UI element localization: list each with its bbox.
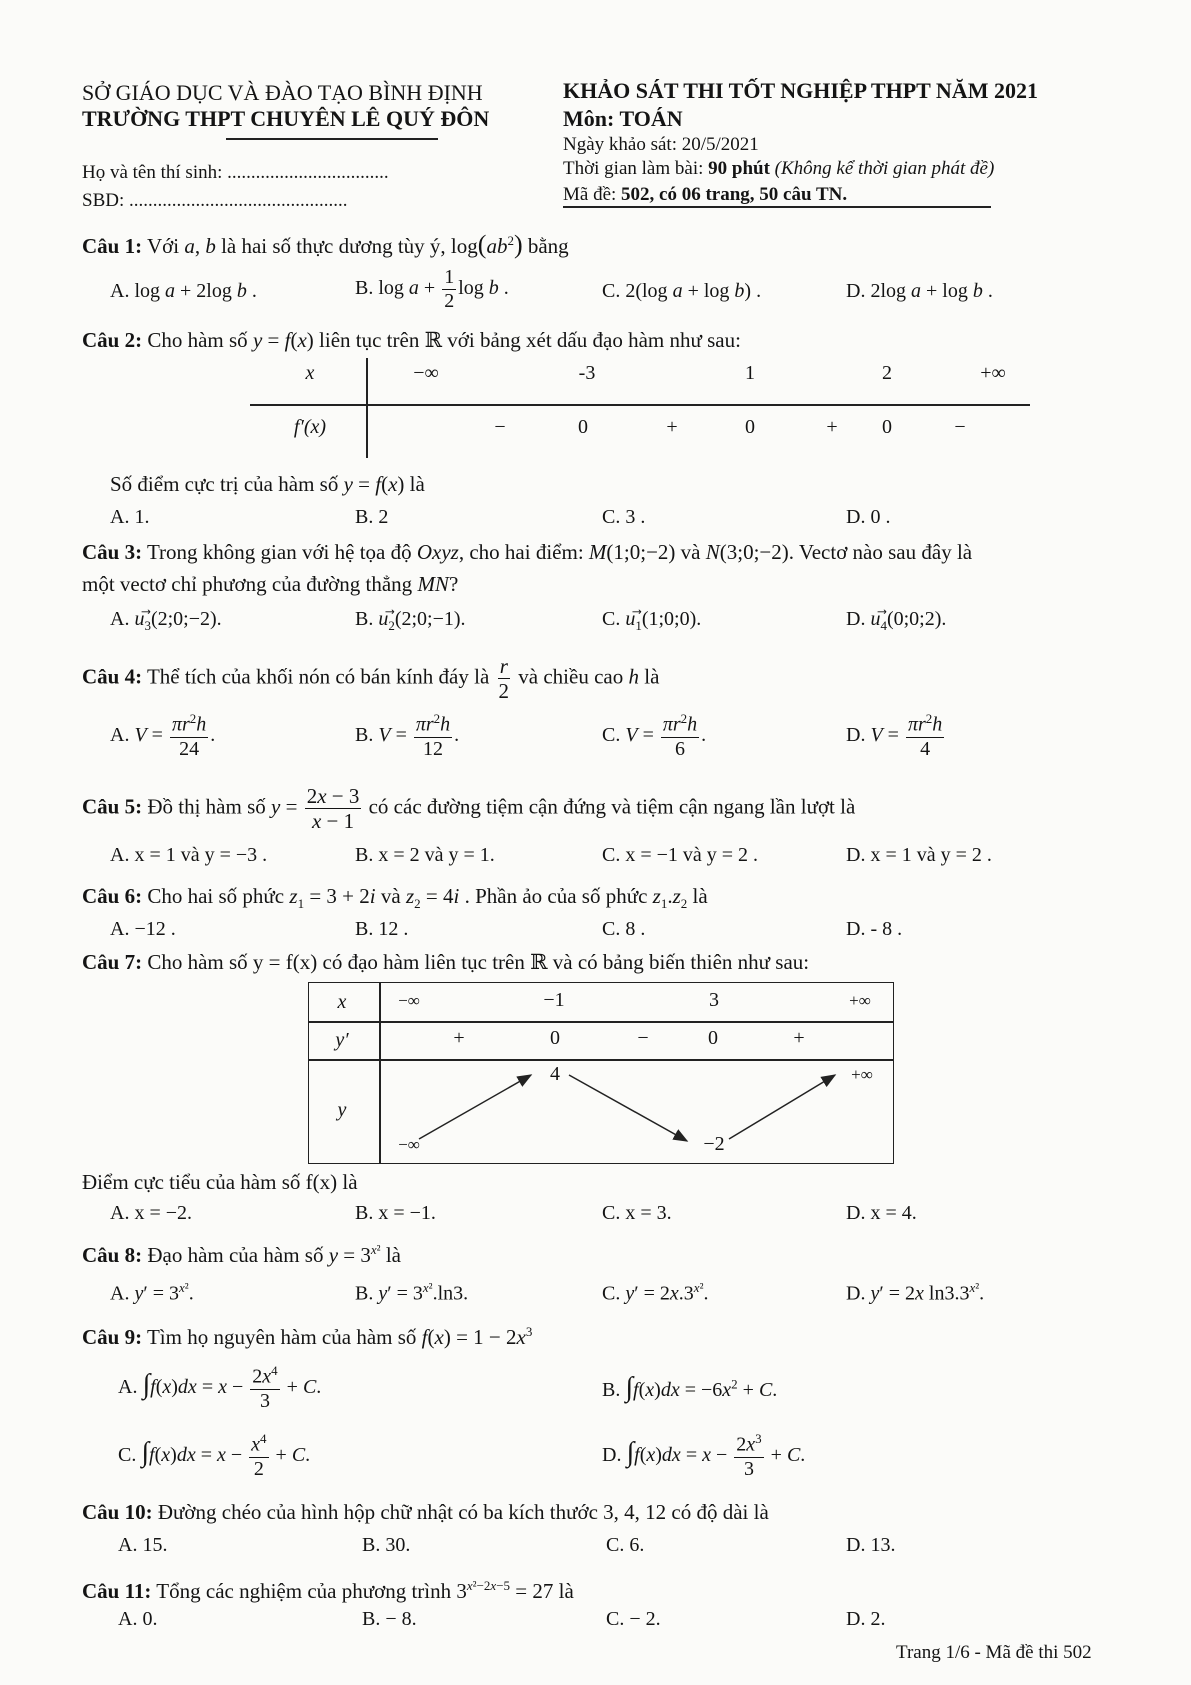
variation-arrows	[309, 983, 893, 1163]
vt-cell: 0	[708, 1027, 718, 1049]
vt-cell: y	[337, 1099, 347, 1121]
question-label: Câu 6:	[82, 884, 143, 908]
sbd-field: SBD: ..............................................	[82, 190, 348, 211]
question-label: Câu 9:	[82, 1325, 143, 1349]
question-7: Câu 7: Cho hàm số y = f(x) có đạo hàm liên tục trên ℝ và có bảng biến thiên như sau:	[82, 950, 810, 974]
question-6: Câu 6: Cho hai số phức $z_1 = 3 + 2i$ và $z_2 = 4i$ . Phần ảo của số phức $z_1.z_2$ là	[82, 884, 708, 912]
q3-option-d[interactable]: D. $u_4⃗(0;0;2)$.	[846, 608, 947, 633]
vt-cell: 4	[550, 1063, 560, 1085]
sign-cell: -3	[578, 362, 596, 384]
time-value: 90 phút	[708, 158, 770, 179]
q9-option-b[interactable]: B. $\int f(x)dx = -6x^2 + C$.	[602, 1372, 778, 1403]
question-9: Câu 9: Tìm họ nguyên hàm của hàm số $f(x) = 1 - 2x^3$	[82, 1324, 533, 1349]
sign-cell: −	[954, 416, 966, 438]
q10-option-c[interactable]: C. 6.	[606, 1534, 645, 1556]
question-label: Câu 11:	[82, 1579, 152, 1603]
subject-value: TOÁN	[619, 106, 683, 131]
q5-option-c[interactable]: C. x = −1 và y = 2 .	[602, 844, 759, 866]
time-line	[563, 158, 994, 180]
sign-cell: 1	[745, 362, 755, 384]
question-label: Câu 2:	[82, 328, 143, 352]
q8-option-c[interactable]: C. $y' = 2x.3^{x^2}$.	[602, 1280, 709, 1305]
q6-option-c[interactable]: C. 8 .	[602, 918, 646, 940]
sign-cell: 0	[578, 416, 588, 438]
question-5: Câu 5: Đồ thị hàm số y = $\frac{2x - 3}{x - 1}$ có các đường tiệm cận đứng và tiệm cận ngang lần lượt là	[82, 784, 856, 834]
page-footer: Trang 1/6 - Mã đề thi 502	[896, 1642, 1092, 1663]
code-underline	[563, 206, 991, 208]
q1-option-d[interactable]: D. 2log a + log b .	[846, 280, 993, 302]
question-label: Câu 8:	[82, 1243, 143, 1267]
code-line	[563, 184, 847, 206]
sign-cell: +	[666, 416, 678, 438]
code-value: 502, có 06 trang, 50 câu TN.	[621, 184, 848, 205]
q7-option-c[interactable]: C. x = 3.	[602, 1202, 672, 1224]
q7-option-b[interactable]: B. x = −1.	[355, 1202, 436, 1224]
vt-cell: +	[793, 1027, 805, 1049]
q8-option-a[interactable]: A. $y' = 3^{x^2}$.	[110, 1280, 194, 1305]
question-label: Câu 3:	[82, 540, 143, 564]
sign-cell: +	[826, 416, 838, 438]
variation-table	[308, 982, 894, 1164]
q4-option-d[interactable]: D. V = $\frac{\pi r^2h}{4}$	[846, 711, 943, 760]
q3-option-b[interactable]: B. $u_2⃗(2;0;-1)$.	[355, 608, 466, 633]
q10-option-b[interactable]: B. 30.	[362, 1534, 411, 1556]
q2-prompt: Số điểm cực trị của hàm số y = f(x) là	[110, 472, 425, 496]
vt-cell: +	[453, 1027, 465, 1049]
sign-cell: −	[494, 416, 506, 438]
q5-option-d[interactable]: D. x = 1 và y = 2 .	[846, 844, 992, 866]
q9-option-a[interactable]: A. ∫f(x)dx = x − $\frac{2x^4}{3}$ + C.	[118, 1363, 322, 1412]
vt-cell: +∞	[849, 991, 871, 1010]
school-underline	[226, 138, 438, 140]
sign-cell: 0	[745, 416, 755, 438]
school-name: TRƯỜNG THPT CHUYÊN LÊ QUÝ ĐÔN	[82, 106, 490, 131]
q7-option-a[interactable]: A. x = −2.	[110, 1202, 193, 1224]
q6-option-b[interactable]: B. 12 .	[355, 918, 409, 940]
vt-cell: −∞	[398, 991, 420, 1010]
sign-cell: f′(x)	[293, 416, 327, 438]
question-label: Câu 7:	[82, 950, 143, 974]
arrow-up	[419, 1075, 531, 1139]
time-note: (Không kể thời gian phát đề)	[774, 158, 995, 179]
q4-option-a[interactable]: A. V = $\frac{\pi r^2h}{24}$ .	[110, 711, 216, 760]
sign-table-hline	[250, 404, 1030, 406]
question-11: Câu 11: Tổng các nghiệm của phương trình $3^{x^2-2x-5} = 27$ là	[82, 1578, 574, 1603]
time-label: Thời gian làm bài:	[563, 158, 704, 179]
q2-option-d[interactable]: D. 0 .	[846, 506, 891, 528]
q1-option-b[interactable]: B. log a + $\frac{1}{2}$ log b .	[355, 266, 509, 312]
q6-option-d[interactable]: D. - 8 .	[846, 918, 903, 940]
question-2: Câu 2: Cho hàm số y = f(x) liên tục trên ℝ với bảng xét dấu đạo hàm như sau:	[82, 328, 741, 352]
subject-line	[563, 106, 683, 132]
sign-cell: +∞	[980, 362, 1006, 384]
q2-option-c[interactable]: C. 3 .	[602, 506, 646, 528]
question-label: Câu 10:	[82, 1500, 153, 1524]
q7-option-d[interactable]: D. x = 4.	[846, 1202, 917, 1224]
q10-option-a[interactable]: A. 15.	[118, 1534, 168, 1556]
q3-line2: một vectơ chỉ phương của đường thẳng MN?	[82, 572, 459, 596]
vt-cell: x	[337, 991, 347, 1013]
q7-prompt: Điểm cực tiểu của hàm số f(x) là	[82, 1170, 358, 1194]
q5-option-b[interactable]: B. x = 2 và y = 1.	[355, 844, 495, 866]
arrow-down	[569, 1075, 687, 1141]
exam-date: Ngày khảo sát: 20/5/2021	[563, 134, 759, 155]
code-label: Mã đề:	[563, 184, 617, 205]
question-4: Câu 4: Thể tích của khối nón có bán kính đáy là $\frac{r}{2}$ và chiều cao h là	[82, 654, 660, 704]
sign-cell: 0	[882, 416, 892, 438]
q6-option-a[interactable]: A. −12 .	[110, 918, 176, 940]
vt-cell: 3	[709, 989, 719, 1011]
exam-title: KHẢO SÁT THI TỐT NGHIỆP THPT NĂM 2021	[563, 78, 1038, 103]
q2-option-a[interactable]: A. 1.	[110, 506, 150, 528]
arrow-up	[729, 1075, 835, 1139]
q11-option-a[interactable]: A. 0.	[118, 1608, 158, 1630]
question-label: Câu 5:	[82, 794, 143, 819]
candidate-name-field: Họ và tên thí sinh: ..................................	[82, 162, 389, 183]
question-8: Câu 8: Đạo hàm của hàm số $y = 3^{x^2}$ là	[82, 1242, 401, 1267]
q9-option-d[interactable]: D. ∫f(x)dx = x − $\frac{2x^3}{3}$ + C.	[602, 1431, 806, 1480]
question-label: Câu 1:	[82, 234, 143, 258]
department-name: SỞ GIÁO DỤC VÀ ĐÀO TẠO BÌNH ĐỊNH	[82, 80, 483, 105]
question-10: Câu 10: Đường chéo của hình hộp chữ nhật có ba kích thước 3, 4, 12 có độ dài là	[82, 1500, 769, 1524]
q1-option-c[interactable]: C. 2(log a + log b) .	[602, 280, 762, 302]
q11-option-c[interactable]: C. − 2.	[606, 1608, 661, 1630]
question-3: Câu 3: Trong không gian với hệ tọa độ Oxyz, cho hai điểm: M(1;0;−2) và N(3;0;−2). Vectơ nào sau đây là	[82, 540, 973, 564]
vt-cell: −1	[543, 989, 565, 1011]
q11-option-b[interactable]: B. − 8.	[362, 1608, 417, 1630]
question-label: Câu 4:	[82, 664, 143, 689]
q1-option-a[interactable]: A. log a + 2log b .	[110, 280, 257, 302]
vt-cell: −∞	[398, 1135, 420, 1154]
sign-cell: x	[305, 362, 315, 384]
q5-option-a[interactable]: A. x = 1 và y = −3 .	[110, 844, 268, 866]
q4-option-b[interactable]: B. V = $\frac{\pi r^2h}{12}$ .	[355, 711, 460, 760]
q3-option-c[interactable]: C. $u_1⃗(1;0;0)$.	[602, 608, 702, 633]
vt-cell: +∞	[851, 1065, 873, 1084]
subject-label: Môn:	[563, 106, 615, 131]
vt-cell: 0	[550, 1027, 560, 1049]
q8-option-d[interactable]: D. y′ = 2x $\ln 3.3^{x^2}$.	[846, 1280, 985, 1305]
q9-option-c[interactable]: C. ∫f(x)dx = x − $\frac{x^4}{2}$ + C.	[118, 1431, 311, 1480]
sign-table-vline	[366, 358, 368, 458]
q3-option-a[interactable]: A. $u_3⃗(2;0;-2)$.	[110, 608, 222, 633]
vt-cell: −	[637, 1027, 649, 1049]
vt-cell: −2	[703, 1133, 725, 1155]
q2-option-b[interactable]: B. 2	[355, 506, 389, 528]
q11-option-d[interactable]: D. 2.	[846, 1608, 886, 1630]
question-1: Câu 1: Với a, b là hai số thực dương tùy ý, $\log(ab^2)$ bằng	[82, 230, 569, 259]
q4-option-c[interactable]: C. V = $\frac{\pi r^2h}{6}$ .	[602, 711, 707, 760]
sign-cell: −∞	[413, 362, 439, 384]
sign-cell: 2	[882, 362, 892, 384]
q10-option-d[interactable]: D. 13.	[846, 1534, 896, 1556]
vt-cell: y′	[335, 1029, 349, 1051]
q8-option-b[interactable]: B. $y' = 3^{x^2}.\ln 3$.	[355, 1280, 469, 1305]
